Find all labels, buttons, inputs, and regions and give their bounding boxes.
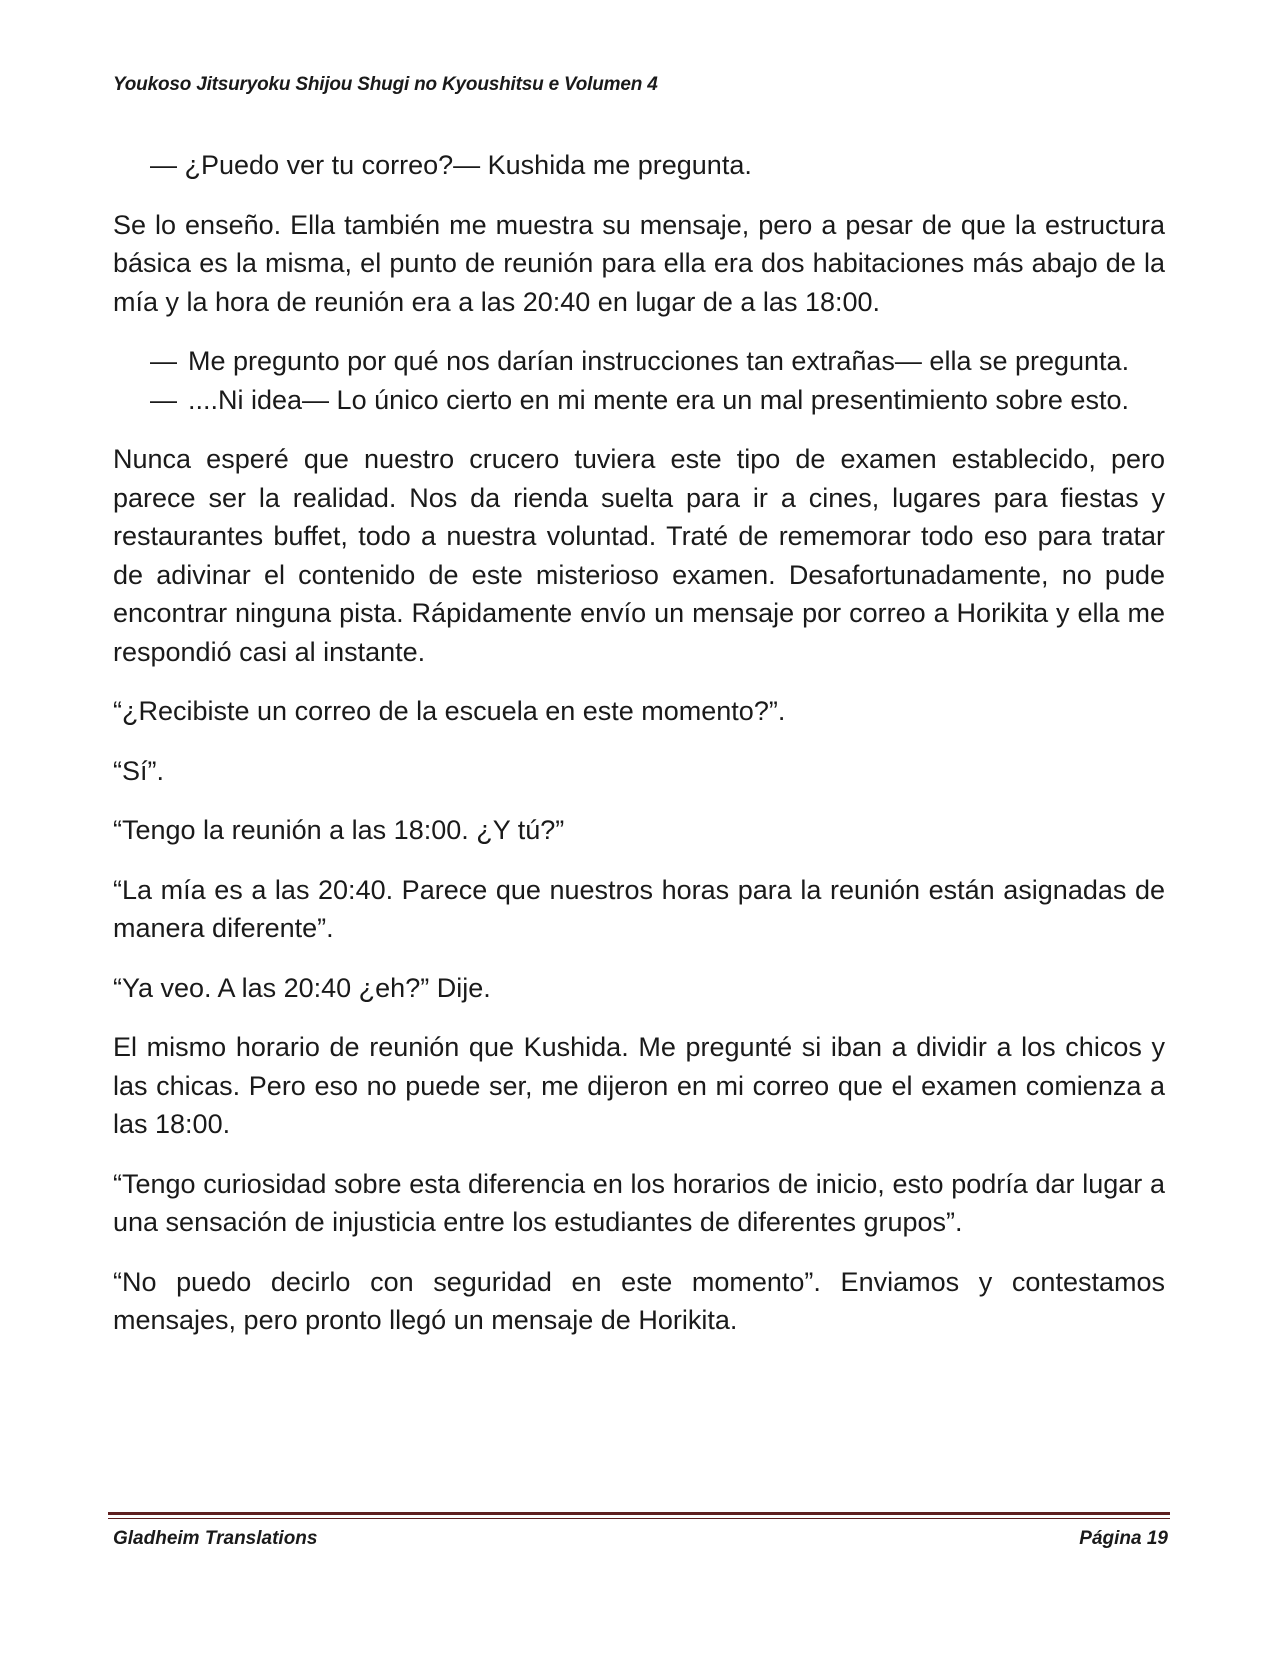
dialog-dash: —: [150, 346, 177, 376]
page-body: [113, 146, 1165, 1361]
paragraph-7: “La mía es a las 20:40. Parece que nuestros horas para la reunión están asignadas de manera diferente”.: [113, 874, 1165, 943]
footer-divider-thin: [108, 1518, 1170, 1519]
paragraph-4: “¿Recibiste un correo de la escuela en este momento?”.: [113, 696, 786, 726]
footer-divider: [108, 1512, 1170, 1515]
running-header: Youkoso Jitsuryoku Shijou Shugi no Kyoushitsu e Volumen 4: [113, 74, 658, 95]
paragraph-9: El mismo horario de reunión que Kushida. Me pregunté si iban a dividir a los chicos y las chicas. Pero eso no puede ser, me dijeron en mi correo que el examen comienza a las 18:00.: [113, 1032, 1165, 1139]
footer-credit: Gladheim Translations: [113, 1528, 318, 1549]
dialog-list: [113, 342, 1165, 419]
dialog-list-item-text: Me pregunto por qué nos darían instrucciones tan extrañas— ella se pregunta.: [188, 346, 1130, 376]
dialog-dash: —: [150, 384, 177, 415]
paragraph-2: Se lo enseño. Ella también me muestra su mensaje, pero a pesar de que la estructura básica es la misma, el punto de reunión para ella era dos habitaciones más abajo de la mía y la hora de reunión era a las 20:40 en lugar de a las 18:00.: [113, 209, 1165, 317]
dialog-dash: —: [150, 150, 177, 180]
paragraph-8: “Ya veo. A las 20:40 ¿eh?” Dije.: [113, 972, 491, 1003]
paragraph-3: Nunca esperé que nuestro crucero tuviera este tipo de examen establecido, pero parece ser la realidad. Nos da rienda suelta para ir a cines, lugares para fiestas y restaurantes buffet, todo a nuestra voluntad. Traté de rememorar todo eso para tratar de adivinar el contenido de este misterioso examen. Desafortunadamente, no pude encontrar ninguna pista. Rápidamente envío un mensaje por correo a Horikita y ella me respondió casi al instante.: [113, 444, 1165, 667]
dialog-list-item: [113, 342, 1165, 381]
paragraph-1-text: ¿Puedo ver tu correo?— Kushida me pregunta.: [184, 150, 752, 180]
page-number: Página 19: [1079, 1528, 1168, 1549]
paragraph-11: “No puedo decirlo con seguridad en este momento”. Enviamos y contestamos mensajes, pero pronto llegó un mensaje de Horikita.: [113, 1266, 1165, 1335]
dialog-list-item: [113, 381, 1165, 420]
paragraph-10: “Tengo curiosidad sobre esta diferencia en los horarios de inicio, esto podría dar lugar a una sensación de injusticia entre los estudiantes de diferentes grupos”.: [113, 1168, 1165, 1237]
paragraph-6: “Tengo la reunión a las 18:00. ¿Y tú?”: [113, 815, 565, 845]
paragraph-1: [113, 146, 1165, 185]
dialog-list-item-text: ....Ni idea— Lo único cierto en mi mente era un mal presentimiento sobre esto.: [188, 384, 1129, 415]
paragraph-5: “Sí”.: [113, 755, 164, 786]
